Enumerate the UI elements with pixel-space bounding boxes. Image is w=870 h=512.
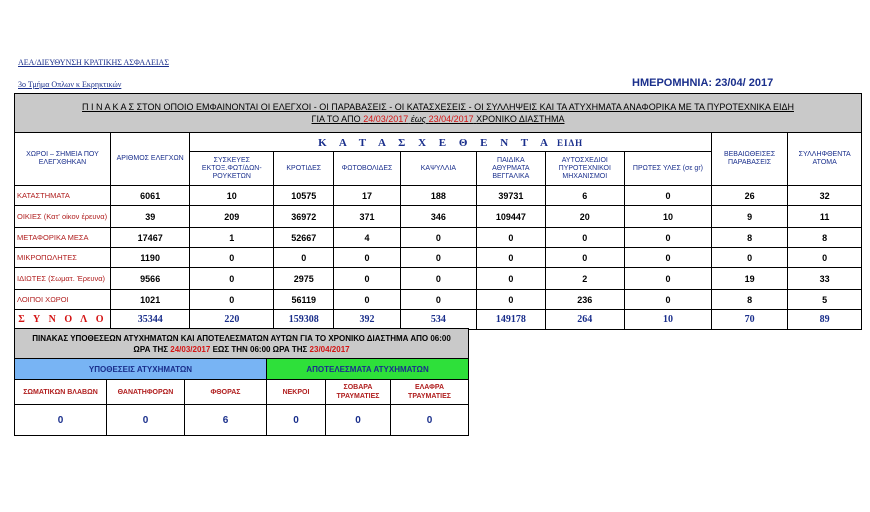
accidents-date-to: 23/04/2017	[309, 344, 350, 354]
total-cell: 70	[711, 310, 788, 330]
cell: 56119	[274, 290, 334, 310]
cell: 0	[625, 268, 712, 290]
cell: 17467	[110, 228, 190, 248]
totals-row	[15, 310, 862, 330]
cell: 0	[625, 228, 712, 248]
cell: 1190	[110, 248, 190, 268]
cell: 0	[15, 405, 107, 436]
total-cell: 220	[190, 310, 274, 330]
table-row	[15, 248, 862, 268]
cell: 209	[190, 206, 274, 228]
table-row	[15, 268, 862, 290]
cell: 109447	[477, 206, 545, 228]
accidents-title-l2a: ΩΡΑ ΤΗΣ	[133, 344, 169, 354]
col-fatal-header: ΘΑΝΑΤΗΦΟΡΩΝ	[107, 380, 185, 405]
cell: 17	[334, 186, 400, 206]
table-row	[15, 405, 469, 436]
cell: 0	[711, 248, 788, 268]
cell: 0	[391, 405, 469, 436]
cell: 2	[545, 268, 625, 290]
accident-results-header: ΑΠΟΤΕΛΕΣΜΑΤΑ ΑΤΥΧΗΜΑΤΩΝ	[267, 359, 469, 380]
cell: 0	[107, 405, 185, 436]
col-damage-header: ΦΘΟΡΑΣ	[185, 380, 267, 405]
row-label: ΜΕΤΑΦΟΡΙΚΑ ΜΕΣΑ	[15, 228, 111, 248]
cell: 32	[788, 186, 862, 206]
cell: 6	[185, 405, 267, 436]
total-cell: 89	[788, 310, 862, 330]
table-row	[15, 206, 862, 228]
accidents-title	[15, 329, 469, 359]
title-to: έως	[410, 114, 427, 124]
title-tail: ΧΡΟΝΙΚΟ ΔΙΑΣΤΗΜΑ	[476, 114, 565, 124]
cell: 0	[625, 290, 712, 310]
table-row	[15, 290, 862, 310]
col-checks-header: ΑΡΙΘΜΟΣ ΕΛΕΓΧΩΝ	[110, 133, 190, 186]
cell: 1021	[110, 290, 190, 310]
row-label: ΛΟΙΠΟΙ ΧΩΡΟΙ	[15, 290, 111, 310]
cell: 0	[477, 228, 545, 248]
cell: 0	[788, 248, 862, 268]
cell: 0	[326, 405, 391, 436]
section-heading: 3ο Τμήμα Οπλων κ Εκρηκτικών	[18, 80, 122, 89]
table-row	[15, 186, 862, 206]
cell: 0	[400, 248, 477, 268]
cell: 1	[190, 228, 274, 248]
cell: 0	[545, 228, 625, 248]
table-row	[15, 228, 862, 248]
cell: 8	[788, 228, 862, 248]
cell: 52667	[274, 228, 334, 248]
department-heading: ΑΕΑ/ΔΙΕΥΘΥΝΣΗ ΚΡΑΤΙΚΗΣ ΑΣΦΑΛΕΙΑΣ	[18, 58, 169, 67]
col-serious-header: ΣΟΒΑΡΑ ΤΡΑΥΜΑΤΙΕΣ	[326, 380, 391, 405]
cell: 0	[400, 228, 477, 248]
title-date-to: 23/04/2017	[428, 114, 474, 124]
cell: 0	[400, 268, 477, 290]
cell: 236	[545, 290, 625, 310]
report-date	[632, 77, 773, 89]
total-cell: 159308	[274, 310, 334, 330]
cell: 0	[190, 248, 274, 268]
cell: 8	[711, 228, 788, 248]
row-label: ΚΑΤΑΣΤΗΜΑΤΑ	[15, 186, 111, 206]
cell: 10	[625, 206, 712, 228]
cell: 6061	[110, 186, 190, 206]
row-label: ΜΙΚΡΟΠΩΛΗΤΕΣ	[15, 248, 111, 268]
cell: 33	[788, 268, 862, 290]
cell: 346	[400, 206, 477, 228]
col-injuries-header: ΣΩΜΑΤΙΚΩΝ ΒΛΑΒΩΝ	[15, 380, 107, 405]
accidents-table	[14, 328, 469, 436]
cell: 10	[190, 186, 274, 206]
table-title-line1: Π Ι Ν Α Κ Α Σ ΣΤΟΝ ΟΠΟΙΟ ΕΜΦΑΙΝΟΝΤΑΙ ΟΙ ΕΛΕΓΧΟΙ - ΟΙ ΠΑΡΑΒΑΣΕΙΣ - ΟΙ ΚΑΤΑΣΧΕΣΕΙΣ - ΟΙ ΣΥΛΛΗΨΕΙΣ ΚΑΙ ΤΑ ΑΤΥΧΗΜΑΤΑ ΑΝΑΦΟΡΙΚΑ ΜΕ ΤΑ ΠΥΡΟΤΕΧΝΙΚΑ ΕΙΔΗ	[82, 102, 794, 112]
col-flares-header: ΦΩΤΟΒΟΛΙΔΕΣ	[334, 152, 400, 186]
accidents-title-line2	[17, 344, 466, 355]
seized-items-header	[190, 133, 711, 152]
cell: 0	[190, 290, 274, 310]
col-firecrackers-header: ΚΡΟΤΙΔΕΣ	[274, 152, 334, 186]
col-dead-header: ΝΕΚΡΟΙ	[267, 380, 326, 405]
total-cell: 264	[545, 310, 625, 330]
cell: 0	[334, 248, 400, 268]
col-light-header: ΕΛΑΦΡΑ ΤΡΑΥΜΑΤΙΕΣ	[391, 380, 469, 405]
cell: 36972	[274, 206, 334, 228]
total-cell: 392	[334, 310, 400, 330]
accidents-title-l2b: ΕΩΣ ΤΗΝ 06:00 ΩΡΑ ΤΗΣ	[212, 344, 308, 354]
total-cell: 534	[400, 310, 477, 330]
cell: 0	[625, 186, 712, 206]
cell: 19	[711, 268, 788, 290]
cell: 39	[110, 206, 190, 228]
cell: 0	[477, 290, 545, 310]
col-toys-header: ΠΑΙΔΙΚΑ ΑΘΥΡΜΑΤΑ ΒΕΓΓΑΛΙΚΑ	[477, 152, 545, 186]
accidents-date-from: 24/03/2017	[170, 344, 211, 354]
cell: 11	[788, 206, 862, 228]
title-for: ΓΙΑ ΤΟ ΑΠΟ	[311, 114, 361, 124]
cell: 2975	[274, 268, 334, 290]
total-cell: 149178	[477, 310, 545, 330]
totals-label: Σ Υ Ν Ο Λ Ο	[15, 310, 111, 330]
cell: 10575	[274, 186, 334, 206]
date-label: ΗΜΕΡΟΜΗΝΙΑ:	[632, 77, 713, 89]
col-rockets-header: ΣΥΣΚΕΥΕΣ ΕΚΤΟΞ.ΦΩΤ/ΔΩΝ-ΡΟΥΚΕΤΩΝ	[190, 152, 274, 186]
col-raw-materials-header: ΠΡΩΤΕΣ ΥΛΕΣ (σε gr)	[625, 152, 712, 186]
seizures-table	[14, 93, 862, 330]
cell: 0	[190, 268, 274, 290]
cell: 0	[334, 290, 400, 310]
items-label: ΕΙΔΗ	[556, 138, 584, 148]
col-arrests-header: ΣΥΛΛΗΦΘΕΝΤΑ ΑΤΟΜΑ	[788, 133, 862, 186]
cell: 5	[788, 290, 862, 310]
cell: 8	[711, 290, 788, 310]
accident-cases-header: ΥΠΟΘΕΣΕΙΣ ΑΤΥΧΗΜΑΤΩΝ	[15, 359, 267, 380]
total-cell: 35344	[110, 310, 190, 330]
row-label: ΟΙΚΙΕΣ (Κατ' οίκον έρευνα)	[15, 206, 111, 228]
col-caps-header: ΚΑΨΥΛΛΙΑ	[400, 152, 477, 186]
col-place-header: ΧΩΡΟΙ – ΣΗΜΕΙΑ ΠΟΥ ΕΛΕΓΧΘΗΚΑΝ	[15, 133, 111, 186]
col-improvised-header: ΑΥΤΟΣΧΕΔΙΟΙ ΠΥΡΟΤΕΧΝΙΚΟΙ ΜΗΧΑΝΙΣΜΟΙ	[545, 152, 625, 186]
cell: 4	[334, 228, 400, 248]
row-label: ΙΔΙΩΤΕΣ (Σωματ. Έρευνα)	[15, 268, 111, 290]
cell: 0	[274, 248, 334, 268]
cell: 0	[545, 248, 625, 268]
cell: 26	[711, 186, 788, 206]
cell: 0	[625, 248, 712, 268]
title-date-from: 24/03/2017	[363, 114, 409, 124]
cell: 0	[334, 268, 400, 290]
cell: 6	[545, 186, 625, 206]
cell: 0	[477, 248, 545, 268]
cell: 188	[400, 186, 477, 206]
cell: 0	[400, 290, 477, 310]
total-cell: 10	[625, 310, 712, 330]
seized-label: Κ Α Τ Α Σ Χ Ε Θ Ε Ν Τ Α	[318, 137, 553, 149]
date-value: 23/04/ 2017	[715, 77, 774, 89]
cell: 0	[477, 268, 545, 290]
accidents-title-line1: ΠΙΝΑΚΑΣ ΥΠΟΘΕΣΕΩΝ ΑΤΥΧΗΜΑΤΩΝ ΚΑΙ ΑΠΟΤΕΛΕΣΜΑΤΩΝ ΑΥΤΩΝ ΓΙΑ ΤΟ ΧΡΟΝΙΚΟ ΔΙΑΣΤΗΜΑ ΑΠΟ 06:00	[32, 333, 451, 343]
table-title	[15, 94, 862, 133]
col-violations-header: ΒΕΒΑΙΩΘΕΙΣΕΣ ΠΑΡΑΒΑΣΕΙΣ	[711, 133, 788, 186]
cell: 0	[267, 405, 326, 436]
cell: 9	[711, 206, 788, 228]
cell: 39731	[477, 186, 545, 206]
cell: 9566	[110, 268, 190, 290]
cell: 371	[334, 206, 400, 228]
cell: 20	[545, 206, 625, 228]
table-title-line2	[19, 113, 857, 125]
